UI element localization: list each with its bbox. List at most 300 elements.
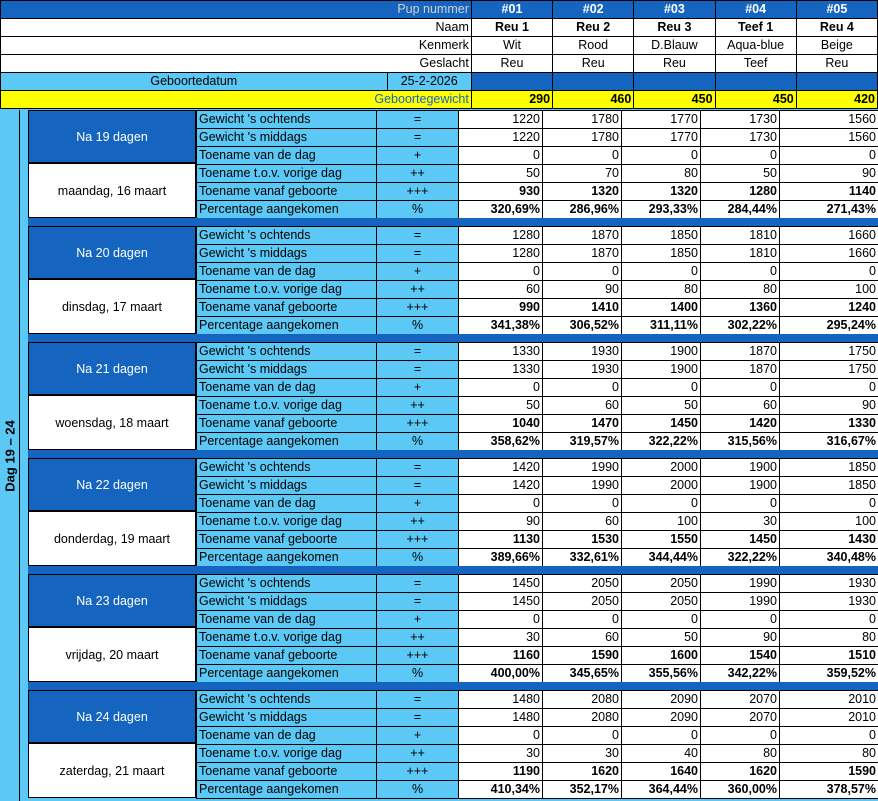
weight-cell[interactable]: 1360 [701, 299, 780, 317]
weight-cell[interactable]: 1160 [459, 647, 543, 665]
row-operator: = [377, 575, 459, 593]
weight-cell[interactable]: 2050 [622, 593, 701, 611]
weight-cell[interactable]: 400,00% [459, 665, 543, 683]
weight-cell[interactable]: 60 [701, 397, 780, 415]
weight-cell[interactable]: 1660 [780, 245, 878, 263]
weight-cell[interactable]: 319,57% [543, 433, 622, 451]
weight-cell[interactable]: 322,22% [701, 549, 780, 567]
weight-cell[interactable]: 100 [622, 513, 701, 531]
weight-cell[interactable]: 1420 [459, 477, 543, 495]
weight-cell[interactable]: 80 [701, 281, 780, 299]
pup-kenmerk-cell[interactable]: D.Blauw [634, 37, 715, 55]
row-operator: = [377, 111, 459, 129]
weight-cell[interactable]: 1420 [459, 459, 543, 477]
weight-cell[interactable]: 1130 [459, 531, 543, 549]
weight-cell[interactable]: 306,52% [543, 317, 622, 335]
weight-cell[interactable]: 1430 [780, 531, 878, 549]
weight-cell[interactable]: 2080 [543, 691, 622, 709]
weight-cell[interactable]: 2010 [780, 709, 878, 727]
weight-cell[interactable]: 1560 [780, 111, 878, 129]
weight-cell[interactable]: 90 [459, 513, 543, 531]
geboortedatum-label: Geboortedatum [1, 73, 388, 91]
day-block [28, 458, 878, 566]
table-row [197, 379, 878, 397]
weight-cell[interactable]: 1410 [543, 299, 622, 317]
table-row [197, 593, 878, 611]
row-operator: + [377, 611, 459, 629]
table-row [197, 665, 878, 683]
weight-cell[interactable]: 30 [459, 745, 543, 763]
weight-cell[interactable]: 1040 [459, 415, 543, 433]
row-operator: +++ [377, 299, 459, 317]
weight-cell[interactable]: 1640 [622, 763, 701, 781]
weight-cell[interactable]: 1770 [622, 129, 701, 147]
weight-cell[interactable]: 1780 [543, 111, 622, 129]
weight-cell[interactable]: 1990 [543, 459, 622, 477]
weight-cell[interactable]: 90 [780, 397, 878, 415]
table-row [197, 397, 878, 415]
weight-cell[interactable]: 1240 [780, 299, 878, 317]
table-row [197, 183, 878, 201]
table-row [197, 745, 878, 763]
weight-cell[interactable]: 284,44% [701, 201, 780, 219]
weight-cell[interactable]: 1450 [622, 415, 701, 433]
weight-cell[interactable]: 1560 [780, 129, 878, 147]
weight-cell[interactable]: 100 [780, 281, 878, 299]
pup-geboortegewicht-cell[interactable]: 290 [471, 91, 552, 109]
weight-cell[interactable]: 0 [701, 147, 780, 165]
weight-cell[interactable]: 1320 [543, 183, 622, 201]
row-operator: +++ [377, 763, 459, 781]
pup-geboortegewicht-cell[interactable]: 420 [796, 91, 877, 109]
weight-cell[interactable]: 0 [459, 147, 543, 165]
empty-cell [471, 73, 552, 91]
row-operator: +++ [377, 415, 459, 433]
weight-cell[interactable]: 90 [780, 165, 878, 183]
weight-cell[interactable]: 1850 [780, 477, 878, 495]
weight-cell[interactable]: 1330 [780, 415, 878, 433]
weight-cell[interactable]: 342,22% [701, 665, 780, 683]
weight-cell[interactable]: 1140 [780, 183, 878, 201]
row-operator: = [377, 245, 459, 263]
weight-cell[interactable]: 1590 [543, 647, 622, 665]
weight-cell[interactable]: 0 [780, 495, 878, 513]
table-row [197, 781, 878, 799]
weight-cell[interactable]: 1930 [780, 593, 878, 611]
day-weight-table [196, 458, 878, 567]
weight-cell[interactable]: 60 [543, 397, 622, 415]
weight-cell[interactable]: 1930 [543, 343, 622, 361]
weight-cell[interactable]: 40 [622, 745, 701, 763]
pup-number-cell[interactable]: #02 [553, 1, 634, 19]
weight-cell[interactable]: 1620 [701, 763, 780, 781]
weight-cell[interactable]: 1770 [622, 111, 701, 129]
weight-cell[interactable]: 1220 [459, 129, 543, 147]
row-label: Percentage aangekomen [197, 201, 377, 219]
block-separator [28, 334, 878, 342]
day-date: dinsdag, 17 maart [28, 279, 196, 334]
weight-cell[interactable]: 1870 [701, 343, 780, 361]
table-row [197, 477, 878, 495]
table-row [197, 549, 878, 567]
weight-cell[interactable]: 60 [459, 281, 543, 299]
weight-cell[interactable]: 1330 [459, 343, 543, 361]
weight-cell[interactable]: 1990 [701, 593, 780, 611]
day-weight-table [196, 574, 878, 683]
weight-cell[interactable]: 1850 [622, 245, 701, 263]
row-label: Toename vanaf geboorte [197, 415, 377, 433]
pup-geboortegewicht-cell[interactable]: 450 [715, 91, 796, 109]
weight-cell[interactable]: 2080 [543, 709, 622, 727]
row-label: Toename vanaf geboorte [197, 647, 377, 665]
weight-cell[interactable]: 2050 [543, 593, 622, 611]
weight-cell[interactable]: 2010 [780, 691, 878, 709]
weight-cell[interactable]: 389,66% [459, 549, 543, 567]
pup-geboortegewicht-cell[interactable]: 460 [553, 91, 634, 109]
weight-cell[interactable]: 1660 [780, 227, 878, 245]
weight-cell[interactable]: 0 [701, 263, 780, 281]
weight-cell[interactable]: 1400 [622, 299, 701, 317]
weight-cell[interactable]: 1870 [543, 245, 622, 263]
weight-cell[interactable]: 1510 [780, 647, 878, 665]
pup-number-cell[interactable]: #01 [471, 1, 552, 19]
weight-cell[interactable]: 340,48% [780, 549, 878, 567]
weight-cell[interactable]: 0 [701, 379, 780, 397]
weight-cell[interactable]: 1420 [701, 415, 780, 433]
weight-cell[interactable]: 0 [459, 495, 543, 513]
weight-cell[interactable]: 50 [459, 397, 543, 415]
day-date: donderdag, 19 maart [28, 511, 196, 566]
weight-cell[interactable]: 60 [543, 513, 622, 531]
day-weight-table [196, 690, 878, 799]
weight-cell[interactable]: 1900 [701, 459, 780, 477]
pup-number-row [1, 1, 878, 19]
weight-cell[interactable]: 0 [459, 727, 543, 745]
weight-cell[interactable]: 311,11% [622, 317, 701, 335]
row-label: Toename t.o.v. vorige dag [197, 629, 377, 647]
weight-cell[interactable]: 1590 [780, 763, 878, 781]
row-operator: +++ [377, 183, 459, 201]
weight-cell[interactable]: 2090 [622, 709, 701, 727]
weight-cell[interactable]: 1280 [701, 183, 780, 201]
pup-number-cell[interactable]: #03 [634, 1, 715, 19]
weight-cell[interactable]: 358,62% [459, 433, 543, 451]
geboortedatum-value[interactable]: 25-2-2026 [387, 73, 471, 91]
weight-cell[interactable]: 1930 [543, 361, 622, 379]
weight-cell[interactable]: 0 [780, 147, 878, 165]
row-label: Toename vanaf geboorte [197, 299, 377, 317]
table-row [197, 343, 878, 361]
naam-label: Naam [1, 19, 472, 37]
weight-cell[interactable]: 90 [701, 629, 780, 647]
weight-cell[interactable]: 359,52% [780, 665, 878, 683]
day-block [28, 574, 878, 682]
day-title: Na 20 dagen [28, 226, 196, 279]
geslacht-label: Geslacht [1, 55, 472, 73]
weight-cell[interactable]: 80 [622, 165, 701, 183]
table-row [197, 317, 878, 335]
weight-cell[interactable]: 320,69% [459, 201, 543, 219]
weight-cell[interactable]: 0 [459, 611, 543, 629]
weight-cell[interactable]: 1450 [459, 575, 543, 593]
row-operator: +++ [377, 531, 459, 549]
weight-cell[interactable]: 60 [543, 629, 622, 647]
weight-cell[interactable]: 1480 [459, 691, 543, 709]
block-separator [28, 682, 878, 690]
row-operator: = [377, 459, 459, 477]
row-label: Gewicht 's ochtends [197, 227, 377, 245]
weight-cell[interactable]: 1320 [622, 183, 701, 201]
weight-cell[interactable]: 345,65% [543, 665, 622, 683]
weight-cell[interactable]: 1850 [622, 227, 701, 245]
weight-cell[interactable]: 0 [622, 379, 701, 397]
weight-cell[interactable]: 2050 [543, 575, 622, 593]
naam-row [1, 19, 878, 37]
weight-cell[interactable]: 1810 [701, 245, 780, 263]
weight-cell[interactable]: 0 [701, 611, 780, 629]
day-date: zaterdag, 21 maart [28, 743, 196, 798]
row-operator: ++ [377, 629, 459, 647]
weight-cell[interactable]: 315,56% [701, 433, 780, 451]
sidebar-day-range-label: Dag 19 – 24 [2, 419, 17, 492]
table-row [197, 111, 878, 129]
weight-cell[interactable]: 0 [459, 379, 543, 397]
weight-cell[interactable]: 0 [622, 495, 701, 513]
weight-cell[interactable]: 2070 [701, 691, 780, 709]
row-operator: = [377, 691, 459, 709]
weight-cell[interactable]: 332,61% [543, 549, 622, 567]
row-label: Gewicht 's middags [197, 477, 377, 495]
day-title: Na 19 dagen [28, 110, 196, 163]
kenmerk-row [1, 37, 878, 55]
weight-cell[interactable]: 1280 [459, 245, 543, 263]
weight-cell[interactable]: 1850 [780, 459, 878, 477]
table-row [197, 129, 878, 147]
pup-kenmerk-cell[interactable]: Wit [471, 37, 552, 55]
weight-cell[interactable]: 0 [780, 379, 878, 397]
table-row [197, 629, 878, 647]
weight-cell[interactable]: 1870 [543, 227, 622, 245]
pup-geslacht-cell[interactable]: Reu [471, 55, 552, 73]
row-label: Toename van de dag [197, 495, 377, 513]
weight-cell[interactable]: 1220 [459, 111, 543, 129]
weight-cell[interactable]: 90 [543, 281, 622, 299]
weight-cell[interactable]: 0 [543, 611, 622, 629]
weight-cell[interactable]: 293,33% [622, 201, 701, 219]
day-block [28, 342, 878, 450]
kenmerk-label: Kenmerk [1, 37, 472, 55]
weight-cell[interactable]: 30 [459, 629, 543, 647]
weight-cell[interactable]: 1900 [622, 361, 701, 379]
row-operator: + [377, 379, 459, 397]
row-label: Percentage aangekomen [197, 317, 377, 335]
weight-cell[interactable]: 1730 [701, 111, 780, 129]
weight-cell[interactable]: 1930 [780, 575, 878, 593]
row-label: Gewicht 's middags [197, 361, 377, 379]
pup-name-cell[interactable]: Reu 2 [553, 19, 634, 37]
weight-cell[interactable]: 352,17% [543, 781, 622, 799]
table-row [197, 611, 878, 629]
pup-name-cell[interactable]: Reu 3 [634, 19, 715, 37]
weight-cell[interactable]: 80 [622, 281, 701, 299]
table-row [197, 647, 878, 665]
weight-cell[interactable]: 1990 [543, 477, 622, 495]
row-label: Toename van de dag [197, 263, 377, 281]
weight-cell[interactable]: 378,57% [780, 781, 878, 799]
row-label: Gewicht 's ochtends [197, 691, 377, 709]
weight-cell[interactable]: 50 [622, 629, 701, 647]
weight-cell[interactable]: 2070 [701, 709, 780, 727]
weight-cell[interactable]: 2090 [622, 691, 701, 709]
weight-cell[interactable]: 2000 [622, 459, 701, 477]
row-operator: % [377, 781, 459, 799]
table-row [197, 281, 878, 299]
weight-cell[interactable]: 990 [459, 299, 543, 317]
row-label: Gewicht 's middags [197, 593, 377, 611]
weight-cell[interactable]: 0 [543, 147, 622, 165]
weight-cell[interactable]: 1730 [701, 129, 780, 147]
weight-cell[interactable]: 80 [701, 745, 780, 763]
row-label: Gewicht 's ochtends [197, 111, 377, 129]
weight-cell[interactable]: 50 [622, 397, 701, 415]
weight-cell[interactable]: 1550 [622, 531, 701, 549]
weight-cell[interactable]: 344,44% [622, 549, 701, 567]
weight-cell[interactable]: 364,44% [622, 781, 701, 799]
weight-cell[interactable]: 1480 [459, 709, 543, 727]
weight-cell[interactable]: 50 [459, 165, 543, 183]
weight-cell[interactable]: 0 [701, 495, 780, 513]
weight-cell[interactable]: 0 [780, 727, 878, 745]
weight-cell[interactable]: 355,56% [622, 665, 701, 683]
weight-cell[interactable]: 0 [543, 495, 622, 513]
table-row [197, 361, 878, 379]
pup-name-cell[interactable]: Reu 4 [796, 19, 877, 37]
weight-cell[interactable]: 0 [780, 611, 878, 629]
weight-cell[interactable]: 0 [543, 379, 622, 397]
empty-cell [796, 73, 877, 91]
empty-cell [715, 73, 796, 91]
weight-cell[interactable]: 0 [701, 727, 780, 745]
weight-cell[interactable]: 1330 [459, 361, 543, 379]
weight-cell[interactable]: 0 [622, 263, 701, 281]
weight-cell[interactable]: 0 [543, 263, 622, 281]
sidebar-day-range [0, 110, 20, 801]
weight-cell[interactable]: 2000 [622, 477, 701, 495]
row-operator: ++ [377, 397, 459, 415]
row-label: Percentage aangekomen [197, 665, 377, 683]
pup-number-cell[interactable]: #05 [796, 1, 877, 19]
weight-cell[interactable]: 316,67% [780, 433, 878, 451]
block-separator [28, 218, 878, 226]
weight-cell[interactable]: 0 [543, 727, 622, 745]
pup-name-cell[interactable]: Reu 1 [471, 19, 552, 37]
row-operator: = [377, 129, 459, 147]
weight-cell[interactable]: 286,96% [543, 201, 622, 219]
weight-cell[interactable]: 1450 [701, 531, 780, 549]
weight-cell[interactable]: 930 [459, 183, 543, 201]
row-label: Gewicht 's ochtends [197, 575, 377, 593]
weight-cell[interactable]: 302,22% [701, 317, 780, 335]
weight-cell[interactable]: 0 [622, 147, 701, 165]
table-row [197, 495, 878, 513]
weight-cell[interactable]: 322,22% [622, 433, 701, 451]
pup-kenmerk-cell[interactable]: Rood [553, 37, 634, 55]
weight-cell[interactable]: 0 [459, 263, 543, 281]
weight-cell[interactable]: 1870 [701, 361, 780, 379]
row-operator: = [377, 709, 459, 727]
weight-cell[interactable]: 341,38% [459, 317, 543, 335]
weight-cell[interactable]: 1810 [701, 227, 780, 245]
weight-cell[interactable]: 80 [780, 629, 878, 647]
weight-cell[interactable]: 1780 [543, 129, 622, 147]
weight-cell[interactable]: 1190 [459, 763, 543, 781]
pup-geboortegewicht-cell[interactable]: 450 [634, 91, 715, 109]
pup-geslacht-cell[interactable]: Reu [796, 55, 877, 73]
block-separator [28, 566, 878, 574]
day-title: Na 23 dagen [28, 574, 196, 627]
weight-cell[interactable]: 1600 [622, 647, 701, 665]
row-label: Toename van de dag [197, 611, 377, 629]
weight-cell[interactable]: 100 [780, 513, 878, 531]
weight-cell[interactable]: 0 [780, 263, 878, 281]
weight-cell[interactable]: 70 [543, 165, 622, 183]
weight-cell[interactable]: 410,34% [459, 781, 543, 799]
pup-geslacht-cell[interactable]: Teef [715, 55, 796, 73]
day-date: maandag, 16 maart [28, 163, 196, 218]
weight-cell[interactable]: 360,00% [701, 781, 780, 799]
weight-cell[interactable]: 0 [622, 611, 701, 629]
weight-cell[interactable]: 30 [701, 513, 780, 531]
pup-name-cell[interactable]: Teef 1 [715, 19, 796, 37]
pup-geslacht-cell[interactable]: Reu [634, 55, 715, 73]
weight-cell[interactable]: 50 [701, 165, 780, 183]
row-label: Toename vanaf geboorte [197, 183, 377, 201]
weight-cell[interactable]: 30 [543, 745, 622, 763]
geboortegewicht-label: Geboortegewicht [1, 91, 472, 109]
weight-cell[interactable]: 271,43% [780, 201, 878, 219]
weight-cell[interactable]: 80 [780, 745, 878, 763]
pup-geslacht-cell[interactable]: Reu [553, 55, 634, 73]
geboortedatum-row [1, 73, 878, 91]
weight-cell[interactable]: 1280 [459, 227, 543, 245]
weight-cell[interactable]: 1620 [543, 763, 622, 781]
pup-kenmerk-cell[interactable]: Aqua-blue [715, 37, 796, 55]
weight-cell[interactable]: 1530 [543, 531, 622, 549]
day-blocks [28, 110, 878, 798]
row-operator: = [377, 227, 459, 245]
row-label: Toename van de dag [197, 147, 377, 165]
weight-cell[interactable]: 1990 [701, 575, 780, 593]
weight-cell[interactable]: 1750 [780, 343, 878, 361]
row-operator: % [377, 665, 459, 683]
weight-cell[interactable]: 1900 [701, 477, 780, 495]
weight-cell[interactable]: 295,24% [780, 317, 878, 335]
weight-cell[interactable]: 1540 [701, 647, 780, 665]
weight-cell[interactable]: 0 [622, 727, 701, 745]
table-row [197, 763, 878, 781]
table-row [197, 459, 878, 477]
row-operator: + [377, 727, 459, 745]
weight-cell[interactable]: 1900 [622, 343, 701, 361]
row-label: Percentage aangekomen [197, 433, 377, 451]
weight-cell[interactable]: 2050 [622, 575, 701, 593]
pup-number-cell[interactable]: #04 [715, 1, 796, 19]
pup-kenmerk-cell[interactable]: Beige [796, 37, 877, 55]
day-weight-table [196, 226, 878, 335]
weight-cell[interactable]: 1450 [459, 593, 543, 611]
weight-cell[interactable]: 1470 [543, 415, 622, 433]
weight-cell[interactable]: 1750 [780, 361, 878, 379]
